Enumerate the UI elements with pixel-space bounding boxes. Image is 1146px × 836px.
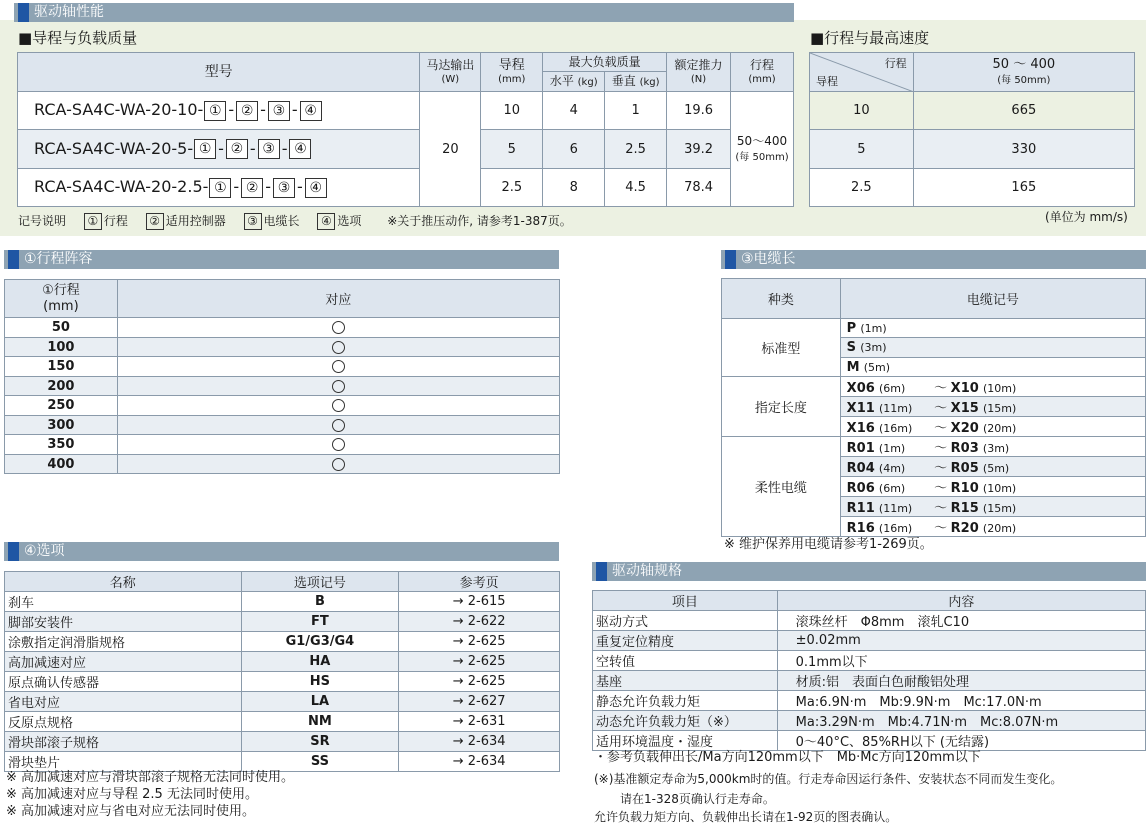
speed-lead: 5 (810, 130, 914, 169)
option-ref: → 2-625 (399, 672, 560, 692)
header-horizontal: 水平 (kg) (543, 72, 605, 92)
option-code: FT (241, 612, 399, 632)
spec-value: Ma:3.29N·m Mb:4.71N·m Mc:8.07N·m (777, 711, 1145, 731)
speed-table (809, 52, 1135, 207)
performance-section-title: 驱动轴性能 (14, 3, 794, 22)
spec-value: 滚珠丝杆 Φ8mm 滚轧C10 (777, 611, 1145, 631)
support-mark (117, 435, 559, 455)
circle-icon (332, 399, 345, 412)
speed-value: 665 (913, 92, 1134, 130)
stroke-value: 50～400 (每 50mm) (731, 92, 794, 207)
option-code: LA (241, 692, 399, 712)
option-ref: → 2-622 (399, 612, 560, 632)
header-vertical: 垂直 (kg) (605, 72, 667, 92)
horizontal-value: 6 (543, 130, 605, 169)
support-mark (117, 338, 559, 357)
spec-header-item: 项目 (593, 591, 778, 611)
option-ref: → 2-627 (399, 692, 560, 712)
cable-section-title: ③电缆长 (721, 250, 1146, 269)
speed-subtitle: ■行程与最高速度 (810, 29, 930, 47)
legend: 记号说明 ① 行程 ② 适用控制器 ③ 电缆长 ④ 选项 ※关于推压动作, 请参考1-387页。 (18, 214, 572, 228)
lead-value: 5 (481, 130, 543, 169)
spec-note: (※)基准额定寿命为5,000km时的值。行走寿命因运行条件、安装状态不同而发生变化。 (594, 772, 1063, 786)
cable-code-header: 电缆记号 (840, 279, 1145, 319)
lead-value: 2.5 (481, 169, 543, 207)
support-mark (117, 416, 559, 435)
options-table (4, 571, 560, 772)
options-header-name: 名称 (5, 572, 242, 592)
spec-note: ・参考负载伸出长/Ma方向120mm以下 Mb·Mc方向120mm以下 (594, 750, 981, 765)
cable-kind-header: 种类 (722, 279, 841, 319)
option-name: 高加减速对应 (5, 652, 242, 672)
option-name: 刹车 (5, 592, 242, 612)
option-ref: → 2-625 (399, 652, 560, 672)
support-mark (117, 377, 559, 396)
cable-code: P (1m) (840, 319, 1145, 338)
cable-code: R16 (16m) ～ R20 (20m) (840, 517, 1145, 537)
cable-kind: 指定长度 (722, 377, 841, 437)
option-code: HS (241, 672, 399, 692)
cable-note: ※ 维护保养用电缆请参考1-269页。 (724, 537, 933, 552)
circle-icon (332, 419, 345, 432)
thrust-value: 39.2 (667, 130, 731, 169)
support-mark (117, 357, 559, 377)
spec-note: 请在1-328页确认行走寿命。 (620, 792, 775, 806)
speed-value: 165 (913, 169, 1134, 207)
speed-range-header: 50 ～ 400 (每 50mm) (913, 53, 1134, 92)
circle-icon (332, 458, 345, 471)
support-mark (117, 396, 559, 416)
spec-item: 静态允许负载力矩 (593, 691, 778, 711)
header-thrust: 额定推力 (N) (667, 53, 731, 92)
load-subtitle: ■导程与负载质量 (18, 29, 138, 47)
vertical-value: 2.5 (605, 130, 667, 169)
option-code: SS (241, 752, 399, 772)
spec-item: 动态允许负载力矩（※） (593, 711, 778, 731)
cable-code: R04 (4m) ～ R05 (5m) (840, 457, 1145, 477)
motor-value: 20 (420, 92, 481, 207)
option-code: NM (241, 712, 399, 732)
spec-section-title: 驱动轴规格 (592, 562, 1146, 581)
option-code: G1/G3/G4 (241, 632, 399, 652)
options-note: ※ 高加减速对应与省电对应无法同时使用。 (6, 804, 256, 819)
option-ref: → 2-615 (399, 592, 560, 612)
cable-kind: 标准型 (722, 319, 841, 377)
cable-code: R06 (6m) ～ R10 (10m) (840, 477, 1145, 497)
circle-icon (332, 341, 345, 354)
stroke-value: 350 (5, 435, 118, 455)
speed-corner-header: 行程 导程 (810, 53, 914, 92)
circle-icon (332, 321, 345, 334)
stroke-value: 100 (5, 338, 118, 357)
stroke-section-title: ①行程阵容 (4, 250, 559, 269)
stroke-header: ①行程 (mm) (5, 280, 118, 318)
option-code: SR (241, 732, 399, 752)
speed-lead: 10 (810, 92, 914, 130)
options-section-title: ④选项 (4, 542, 559, 561)
spec-header-content: 内容 (777, 591, 1145, 611)
spec-value: 材质:铝 表面白色耐酸铝处理 (777, 671, 1145, 691)
support-mark (117, 318, 559, 338)
option-name: 涂敷指定润滑脂规格 (5, 632, 242, 652)
speed-value: 330 (913, 130, 1134, 169)
header-lead: 导程 (mm) (481, 53, 543, 92)
spec-item: 驱动方式 (593, 611, 778, 631)
option-ref: → 2-634 (399, 752, 560, 772)
spec-value: Ma:6.9N·m Mb:9.9N·m Mc:17.0N·m (777, 691, 1145, 711)
vertical-value: 4.5 (605, 169, 667, 207)
option-name: 反原点规格 (5, 712, 242, 732)
spec-item: 适用环境温度・湿度 (593, 731, 778, 751)
spec-note: 允许负载力矩方向、负载伸出长请在1-92页的图表确认。 (594, 810, 898, 824)
option-name: 脚部安装件 (5, 612, 242, 632)
stroke-value: 400 (5, 455, 118, 474)
spec-item: 空转值 (593, 651, 778, 671)
option-ref: → 2-625 (399, 632, 560, 652)
header-motor: 马达输出 (W) (420, 53, 481, 92)
cable-code: X11 (11m) ～ X15 (15m) (840, 397, 1145, 417)
options-note: ※ 高加减速对应与滑块部滚子规格无法同时使用。 (6, 770, 295, 785)
horizontal-value: 4 (543, 92, 605, 130)
cable-code: X16 (16m) ～ X20 (20m) (840, 417, 1145, 437)
option-name: 省电对应 (5, 692, 242, 712)
stroke-value: 150 (5, 357, 118, 377)
cable-code: S (3m) (840, 338, 1145, 358)
circle-icon (332, 380, 345, 393)
cable-table (721, 278, 1146, 537)
spec-table (592, 590, 1146, 751)
thrust-value: 78.4 (667, 169, 731, 207)
circle-icon (332, 360, 345, 373)
options-header-code: 选项记号 (241, 572, 399, 592)
cable-code: R01 (1m) ～ R03 (3m) (840, 437, 1145, 457)
circle-icon (332, 438, 345, 451)
cable-code: R11 (11m) ～ R15 (15m) (840, 497, 1145, 517)
model-row-2: RCA-SA4C-WA-20-5- ① - ② - ③ - ④ (18, 130, 420, 169)
model-row-3: RCA-SA4C-WA-20-2.5- ① - ② - ③ - ④ (18, 169, 420, 207)
stroke-value: 250 (5, 396, 118, 416)
stroke-value: 300 (5, 416, 118, 435)
speed-unit: (单位为 mm/s) (1045, 210, 1128, 224)
cable-code: M (5m) (840, 358, 1145, 377)
model-row-1: RCA-SA4C-WA-20-10- ① - ② - ③ - ④ (18, 92, 420, 130)
header-model: 型号 (18, 53, 420, 92)
spec-value: 0.1mm以下 (777, 651, 1145, 671)
option-code: HA (241, 652, 399, 672)
spec-item: 基座 (593, 671, 778, 691)
stroke-value: 200 (5, 377, 118, 396)
option-ref: → 2-634 (399, 732, 560, 752)
option-name: 滑块部滚子规格 (5, 732, 242, 752)
support-header: 对应 (117, 280, 559, 318)
thrust-value: 19.6 (667, 92, 731, 130)
options-header-ref: 参考页 (399, 572, 560, 592)
horizontal-value: 8 (543, 169, 605, 207)
spec-value: 0～40°C、85%RH以下 (无结露) (777, 731, 1145, 751)
options-note: ※ 高加减速对应与导程 2.5 无法同时使用。 (6, 787, 258, 802)
vertical-value: 1 (605, 92, 667, 130)
lead-value: 10 (481, 92, 543, 130)
spec-item: 重复定位精度 (593, 631, 778, 651)
spec-value: ±0.02mm (777, 631, 1145, 651)
performance-table (17, 52, 794, 207)
speed-lead: 2.5 (810, 169, 914, 207)
option-name: 滑块垫片 (5, 752, 242, 772)
option-ref: → 2-631 (399, 712, 560, 732)
header-max-load: 最大负载质量 (543, 53, 667, 72)
stroke-value: 50 (5, 318, 118, 338)
cable-kind: 柔性电缆 (722, 437, 841, 537)
stroke-table (4, 279, 560, 474)
option-name: 原点确认传感器 (5, 672, 242, 692)
option-code: B (241, 592, 399, 612)
header-stroke: 行程 (mm) (731, 53, 794, 92)
support-mark (117, 455, 559, 474)
cable-code: X06 (6m) ～ X10 (10m) (840, 377, 1145, 397)
